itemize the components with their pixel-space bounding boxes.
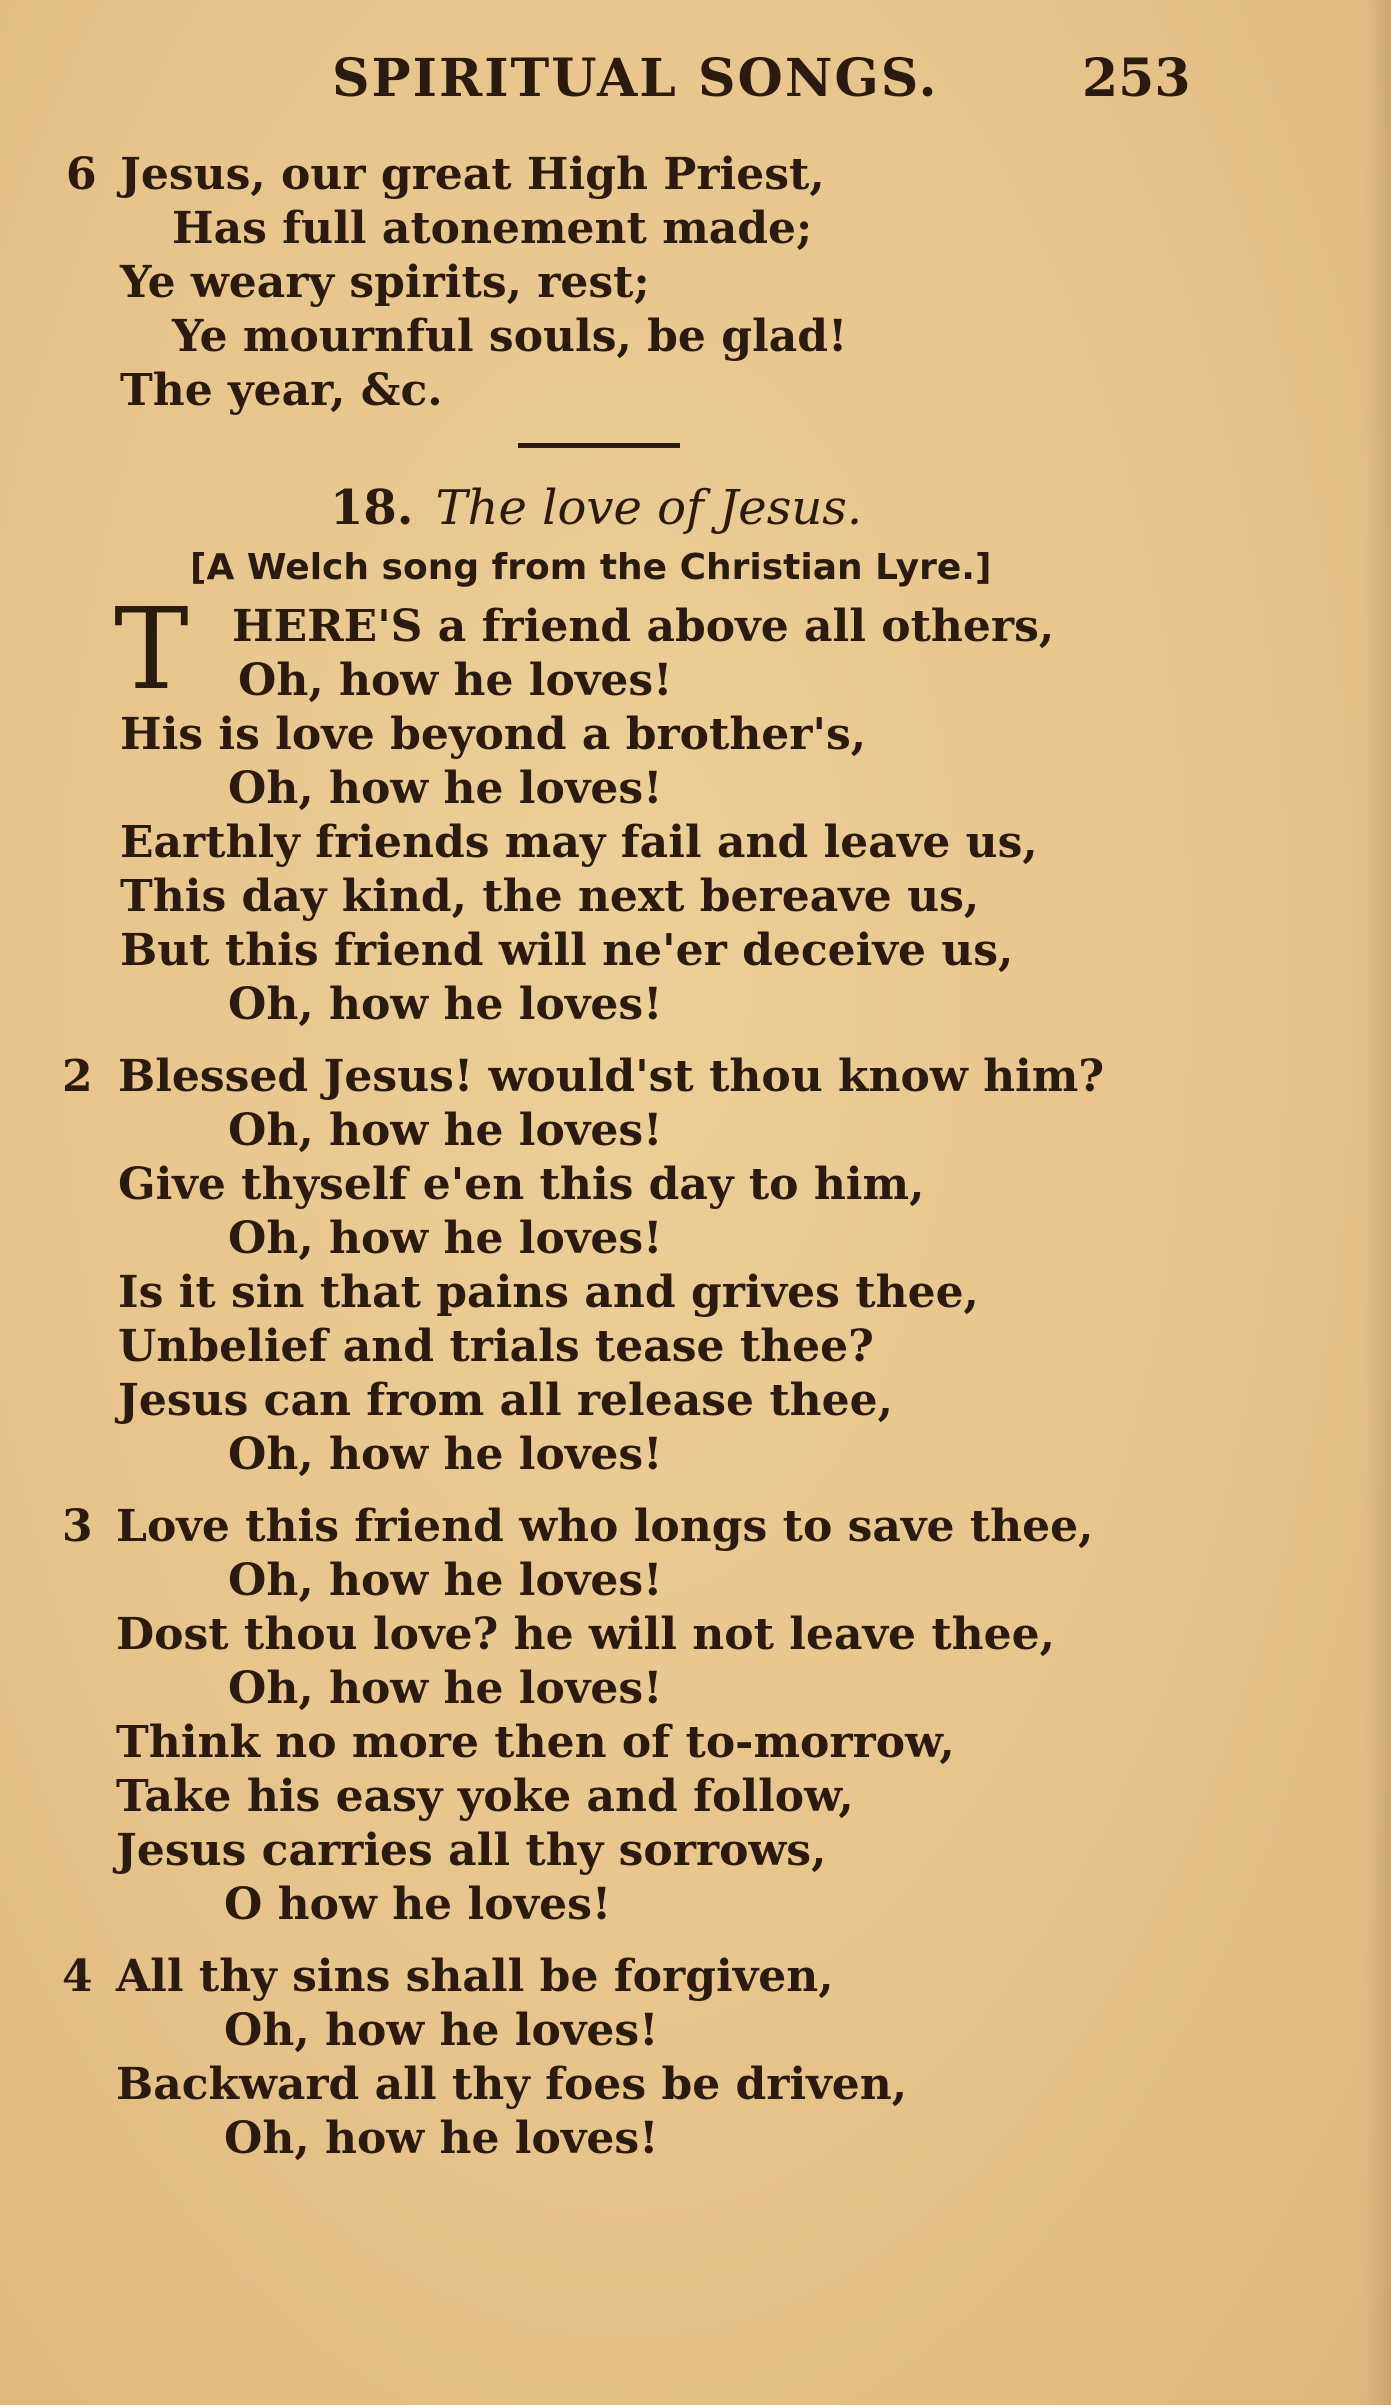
refrain-line: Oh, how he loves! [228, 763, 663, 814]
verse-line: All thy sins shall be forgiven, [116, 1951, 834, 2002]
prev-stanza-number: 6 [66, 149, 97, 200]
prev-verse-line: The year, &c. [120, 365, 443, 416]
verse-line: HERE'S a friend above all others, [232, 601, 1055, 652]
verse-line: But this friend will ne'er deceive us, [120, 925, 1014, 976]
verse-line: Take his easy yoke and follow, [116, 1771, 854, 1822]
refrain-line: Oh, how he loves! [224, 2113, 659, 2164]
verse-line: Earthly friends may fail and leave us, [120, 817, 1038, 868]
hymn-title: The love of Jesus. [435, 480, 863, 536]
verse-line: This day kind, the next bereave us, [120, 871, 980, 922]
verse-line: His is love beyond a brother's, [120, 709, 867, 760]
page-header [0, 40, 1391, 120]
hymn-number: 18. [330, 480, 414, 536]
verse-line: Blessed Jesus! would'st thou know him? [118, 1051, 1105, 1102]
verse-line: Dost thou love? he will not leave thee, [116, 1609, 1055, 1660]
page-edge-shadow [1365, 0, 1391, 2405]
prev-verse-line: Jesus, our great High Priest, [120, 149, 825, 200]
stanza-number: 4 [62, 1951, 93, 2002]
refrain-line: Oh, how he loves! [228, 1429, 663, 1480]
stanza-number: 3 [62, 1501, 93, 1552]
prev-verse-line: Ye mournful souls, be glad! [172, 311, 848, 362]
section-divider [518, 443, 680, 448]
refrain-line: Oh, how he loves! [228, 1213, 663, 1264]
page-number: 253 [1082, 48, 1191, 109]
verse-line: Think no more then of to-morrow, [116, 1717, 955, 1768]
verse-line: Jesus carries all thy sorrows, [116, 1825, 827, 1876]
refrain-line: Oh, how he loves! [228, 979, 663, 1030]
verse-line: Love this friend who longs to save thee, [116, 1501, 1094, 1552]
verse-line: Give thyself e'en this day to him, [118, 1159, 925, 1210]
prev-verse-line: Has full atonement made; [172, 203, 813, 254]
refrain-line: O how he loves! [224, 1879, 612, 1930]
verse-line: Is it sin that pains and grives thee, [118, 1267, 979, 1318]
refrain-line: Oh, how he loves! [228, 1105, 663, 1156]
verse-line: Backward all thy foes be driven, [116, 2059, 908, 2110]
stanza-number: 2 [62, 1051, 93, 1102]
running-title: SPIRITUAL SONGS. [332, 48, 939, 109]
verse-line: Unbelief and trials tease thee? [118, 1321, 874, 1372]
drop-cap: T [114, 585, 189, 715]
prev-verse-line: Ye weary spirits, rest; [120, 257, 650, 308]
hymn-heading [330, 478, 862, 549]
hymn-source-note: [A Welch song from the Christian Lyre.] [190, 547, 992, 588]
refrain-line: Oh, how he loves! [228, 1555, 663, 1606]
refrain-line: Oh, how he loves! [224, 2005, 659, 2056]
verse-line: Jesus can from all release thee, [118, 1375, 893, 1426]
refrain-line: Oh, how he loves! [238, 655, 673, 706]
refrain-line: Oh, how he loves! [228, 1663, 663, 1714]
